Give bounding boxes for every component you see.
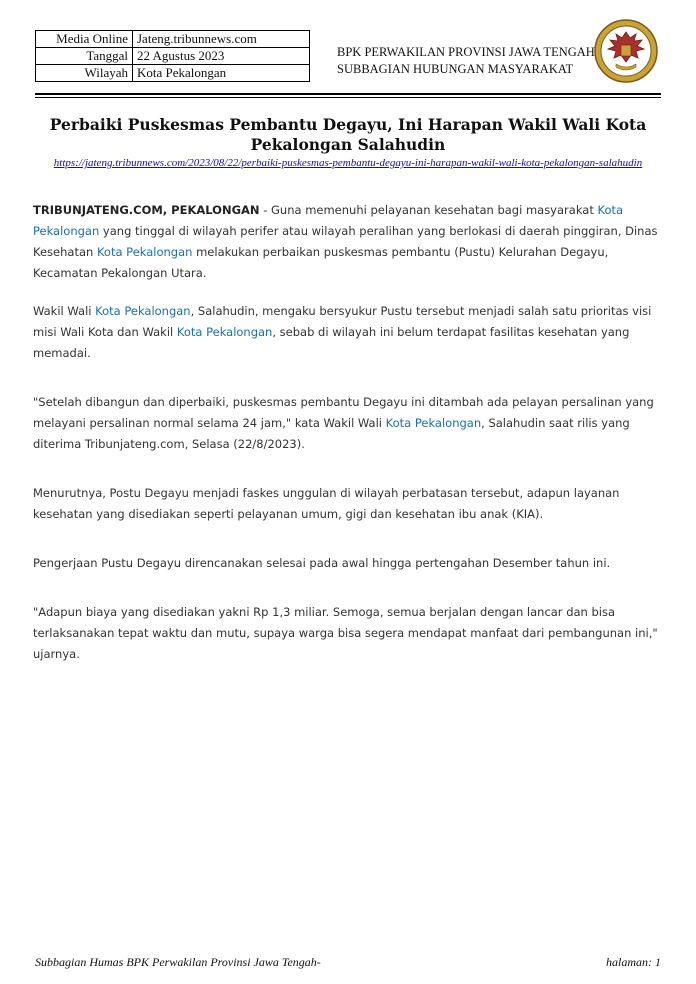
header-divider-thin [35,97,661,98]
date-info-row [36,48,310,65]
dateline: TRIBUNJATENG.COM, PEKALONGAN [33,203,260,217]
page-number: halaman: 1 [606,955,661,969]
article-url-link[interactable]: https://jateng.tribunnews.com/2023/08/22/perbaiki-puskesmas-pembantu-degayu-ini-harapan-wakil-wali-kota-pekalongan-salahudin [53,157,643,169]
org-line-2: SUBBAGIAN HUBUNGAN MASYARAKAT [337,62,574,76]
text-segment: , Salahudin saat rilis yang diterima Tribunjateng.com, Selasa (22/8/2023). [33,416,630,451]
region-label: Wilayah [36,65,133,82]
garuda-emblem-icon [592,18,660,84]
footer-org-text: Subbagian Humas BPK Perwakilan Provinsi Jawa Tengah- [35,955,321,969]
keyword-link[interactable]: Kota Pekalongan [96,245,193,259]
page-footer [35,955,661,970]
org-line-1: BPK PERWAKILAN PROVINSI JAWA TENGAH [337,45,595,59]
paragraph-1 [33,200,665,284]
media-info-row [36,31,310,48]
paragraph-6: "Adapun biaya yang disediakan yakni Rp 1,3 miliar. Semoga, semua berjalan dengan lancar dan bisa terlaksanakan tepat waktu dan mutu, supaya warga bisa segera mendapat manfaat dari pembangunan ini," ujarnya. [33,605,658,661]
paragraph-4: Menurutnya, Postu Degayu menjadi faskes unggulan di wilayah perbatasan tersebut, adapun layanan kesehatan yang disediakan seperti pelayanan umum, gigi dan kesehatan ibu anak (KIA). [33,486,620,521]
text-segment: - Guna memenuhi pelayanan kesehatan bagi masyarakat [259,203,598,217]
text-segment: melakukan perbaikan puskesmas pembantu (Pustu) Kelurahan Degayu, Kecamatan Pekalongan Utara. [33,245,609,280]
article-body [33,200,665,665]
media-value: Jateng.tribunnews.com [133,31,310,48]
media-info-table [35,30,310,82]
date-value: 22 Agustus 2023 [133,48,310,65]
organization-name [337,44,595,78]
text-segment: Wakil Wali [33,304,96,318]
region-info-row [36,65,310,82]
text-segment: "Setelah dibangun dan diperbaiki, puskesmas pembantu Degayu ini ditambah ada pelayan persalinan yang melayani persalinan normal selama 24 jam," kata Wakil Wali [33,395,654,430]
date-label: Tanggal [36,48,133,65]
paragraph-3 [33,392,665,455]
media-label: Media Online [36,31,133,48]
region-value: Kota Pekalongan [133,65,310,82]
text-segment: yang tinggal di wilayah perifer atau wilayah peralihan yang berlokasi di daerah pinggiran, Dinas Kesehatan [33,224,658,259]
article-title: Perbaiki Puskesmas Pembantu Degayu, Ini Harapan Wakil Wali Kota Pekalongan Salahudin [49,115,647,154]
keyword-link[interactable]: Kota Pekalongan [385,416,482,430]
keyword-link[interactable]: Kota Pekalongan [176,325,273,339]
text-segment: , sebab di wilayah ini belum terdapat fasilitas kesehatan yang memadai. [33,325,630,360]
text-segment: , Salahudin, mengaku bersyukur Pustu tersebut menjadi salah satu prioritas visi misi Wali Kota dan Wakil [33,304,652,339]
keyword-link[interactable]: Kota Pekalongan [95,304,191,318]
header-divider [35,93,661,95]
keyword-link[interactable]: Kota Pekalongan [33,203,624,238]
paragraph-5: Pengerjaan Pustu Degayu direncanakan selesai pada awal hingga pertengahan Desember tahun ini. [33,556,611,570]
paragraph-2 [33,301,665,364]
